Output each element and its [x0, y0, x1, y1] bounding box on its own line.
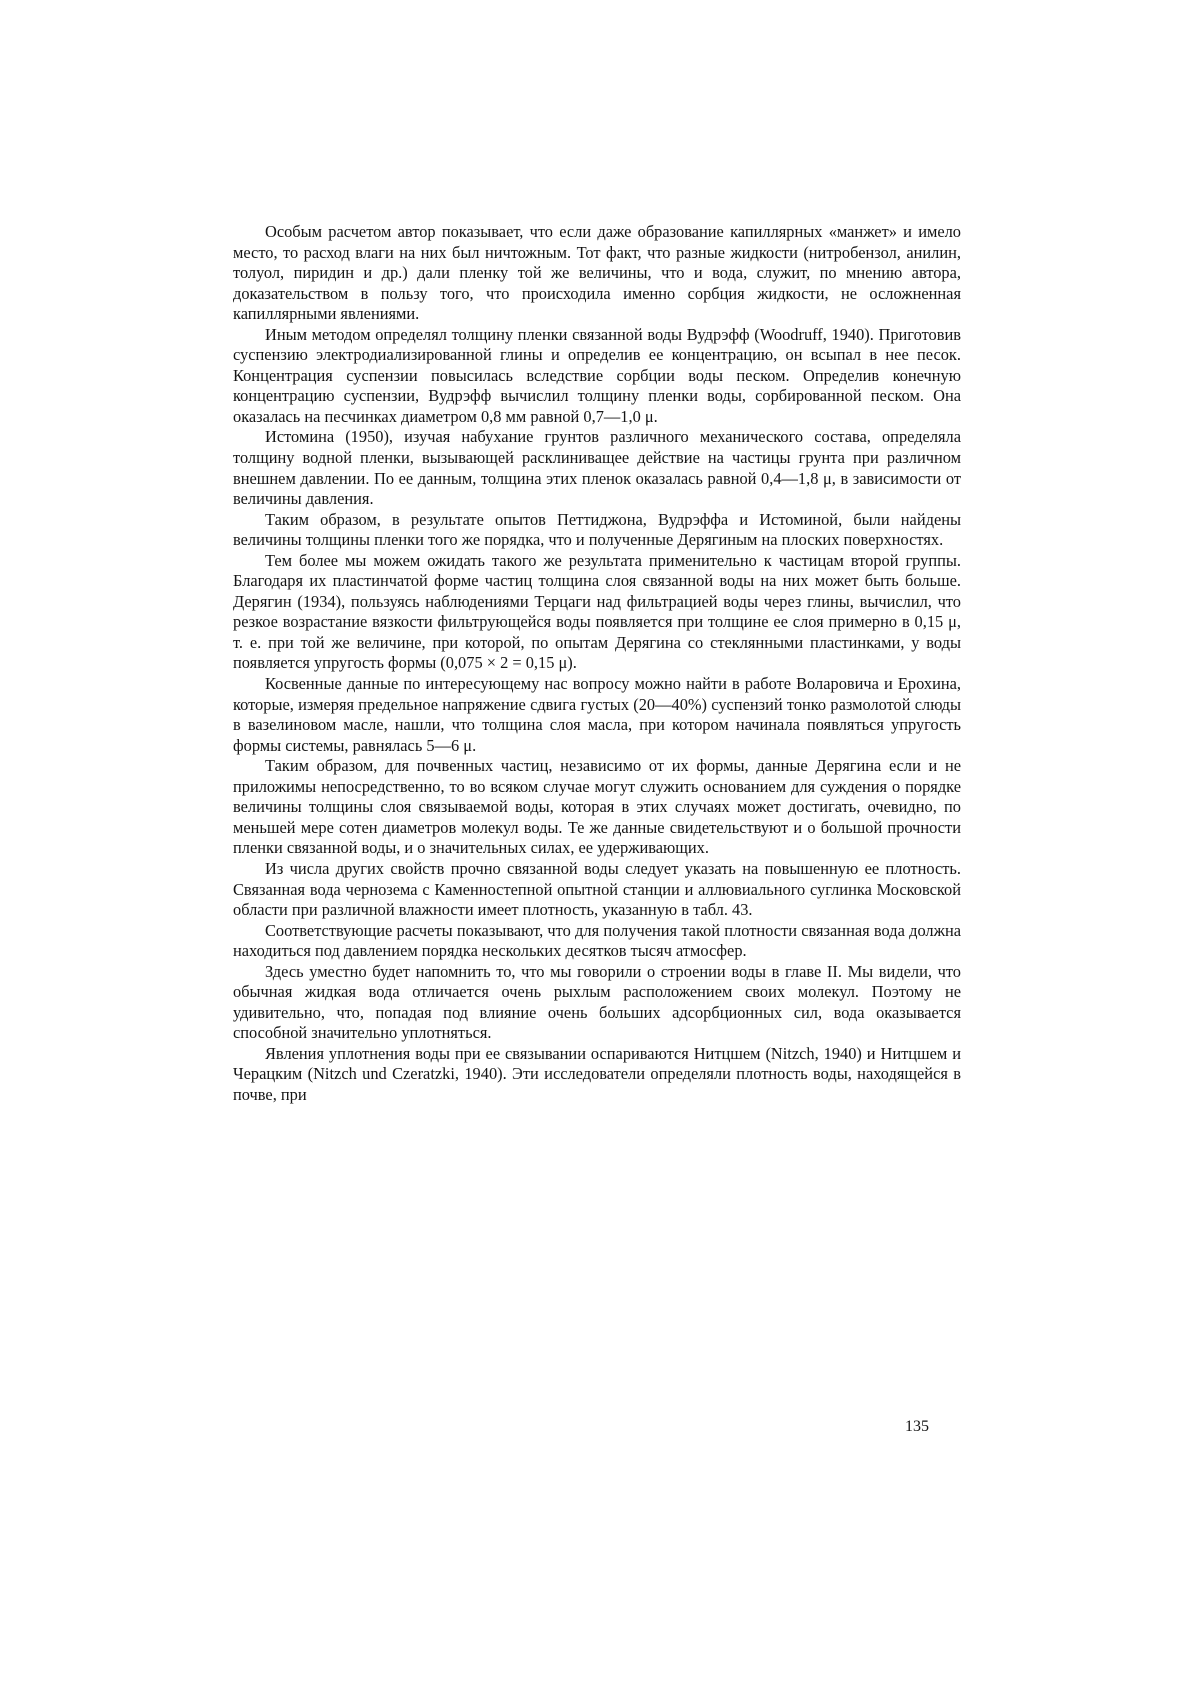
- paragraph-capillary-sorption: Особым расчетом автор показывает, что если даже образование капиллярных «манжет» и имело место, то расход влаги на них был ничтожным. Тот факт, что разные жидкости (нитробензол, анилин, толуол, пиридин и др.) дали пленку той же величины, что и вода, служит, по мнению автора, доказательством в пользу того, что происходила именно сорбция жидкости, не осложненная капиллярными явлениями.: [233, 222, 961, 324]
- paragraph-film-thickness-summary: Таким образом, в результате опытов Петтиджона, Вудрэффа и Истоминой, были найдены величины толщины пленки того же порядка, что и полученные Дерягиным на плоских поверхностях.: [233, 509, 961, 550]
- paragraph-woodruff-method: Иным методом определял толщину пленки связанной воды Вудрэфф (Woodruff, 1940). Приготовив суспензию электродиализированной глины и определив ее концентрацию, он всыпал в нее песок. Концентрация суспензии повысилась вследствие сорбции воды песком. Определив конечную концентрацию суспензии, Вудрэфф вычислил толщину пленки воды, сорбированной песком. Она оказалась на песчинках диаметром 0,8 мм равной 0,7—1,0 μ.: [233, 324, 961, 426]
- body-text: [233, 222, 961, 1106]
- paragraph-nitzsch-dispute: Явления уплотнения воды при ее связывании оспариваются Нитцшем (Nitzch, 1940) и Нитцшем и Черацким (Nitzch und Czeratzki, 1940). Эти исследователи определяли плотность воды, находящейся в почве, при: [233, 1043, 961, 1104]
- page-number: 135: [905, 1418, 929, 1435]
- paragraph-volarovich-erokhin: Косвенные данные по интересующему нас вопросу можно найти в работе Воларовича и Ерохина, которые, измеряя предельное напряжение сдвига густых (20—40%) суспензий тонко размолотой слюды в вазелиновом масле, нашли, что толщина слоя масла, при котором начинала появляться упругость формы системы, равнялась 5—6 μ.: [233, 674, 961, 755]
- paragraph-soil-particles-conclusion: Таким образом, для почвенных частиц, независимо от их формы, данные Дерягина если и не приложимы непосредственно, то во всяком случае могут служить основанием для суждения о порядке величины толщины слоя связываемой воды, которая в этих случаях может достигать, очевидно, по меньшей мере сотен диаметров молекул воды. Те же данные свидетельствуют и о большой прочности пленки связанной воды, и о значительных силах, ее удерживающих.: [233, 756, 961, 858]
- paragraph-second-group-particles: Тем более мы можем ожидать такого же результата применительно к частицам второй группы. Благодаря их пластинчатой форме частиц толщина слоя связанной воды на них может быть больше. Дерягин (1934), пользуясь наблюдениями Терцаги над фильтрацией воды через глины, вычислил, что резкое возрастание вязкости фильтрующейся воды появляется при толщине ее слоя примерно в 0,15 μ, т. е. при той же величине, при которой, по опытам Дерягина со стеклянными пластинками, у воды появляется упругость формы (0,075 × 2 = 0,15 μ).: [233, 550, 961, 673]
- paragraph-water-structure-reminder: Здесь уместно будет напомнить то, что мы говорили о строении воды в главе II. Мы видели, что обычная жидкая вода отличается очень рыхлым расположением своих молекул. Поэтому не удивительно, что, попадая под влияние очень больших адсорбционных сил, вода оказывается способной значительно уплотняться.: [233, 961, 961, 1043]
- paragraph-pressure-calculation: Соответствующие расчеты показывают, что для получения такой плотности связанная вода должна находиться под давлением порядка нескольких десятков тысяч атмосфер.: [233, 920, 961, 961]
- paragraph-increased-density: Из числа других свойств прочно связанной воды следует указать на повышенную ее плотность. Связанная вода чернозема с Каменностепной опытной станции и аллювиального суглинка Московской области при различной влажности имеет плотность, указанную в табл. 43.: [233, 858, 961, 920]
- paragraph-istomina-swelling: Истомина (1950), изучая набухание грунтов различного механического состава, определяла толщину водной пленки, вызывающей расклиниващее действие на частицы грунта при различном внешнем давлении. По ее данным, толщина этих пленок оказалась равной 0,4—1,8 μ, в зависимости от величины давления.: [233, 427, 961, 509]
